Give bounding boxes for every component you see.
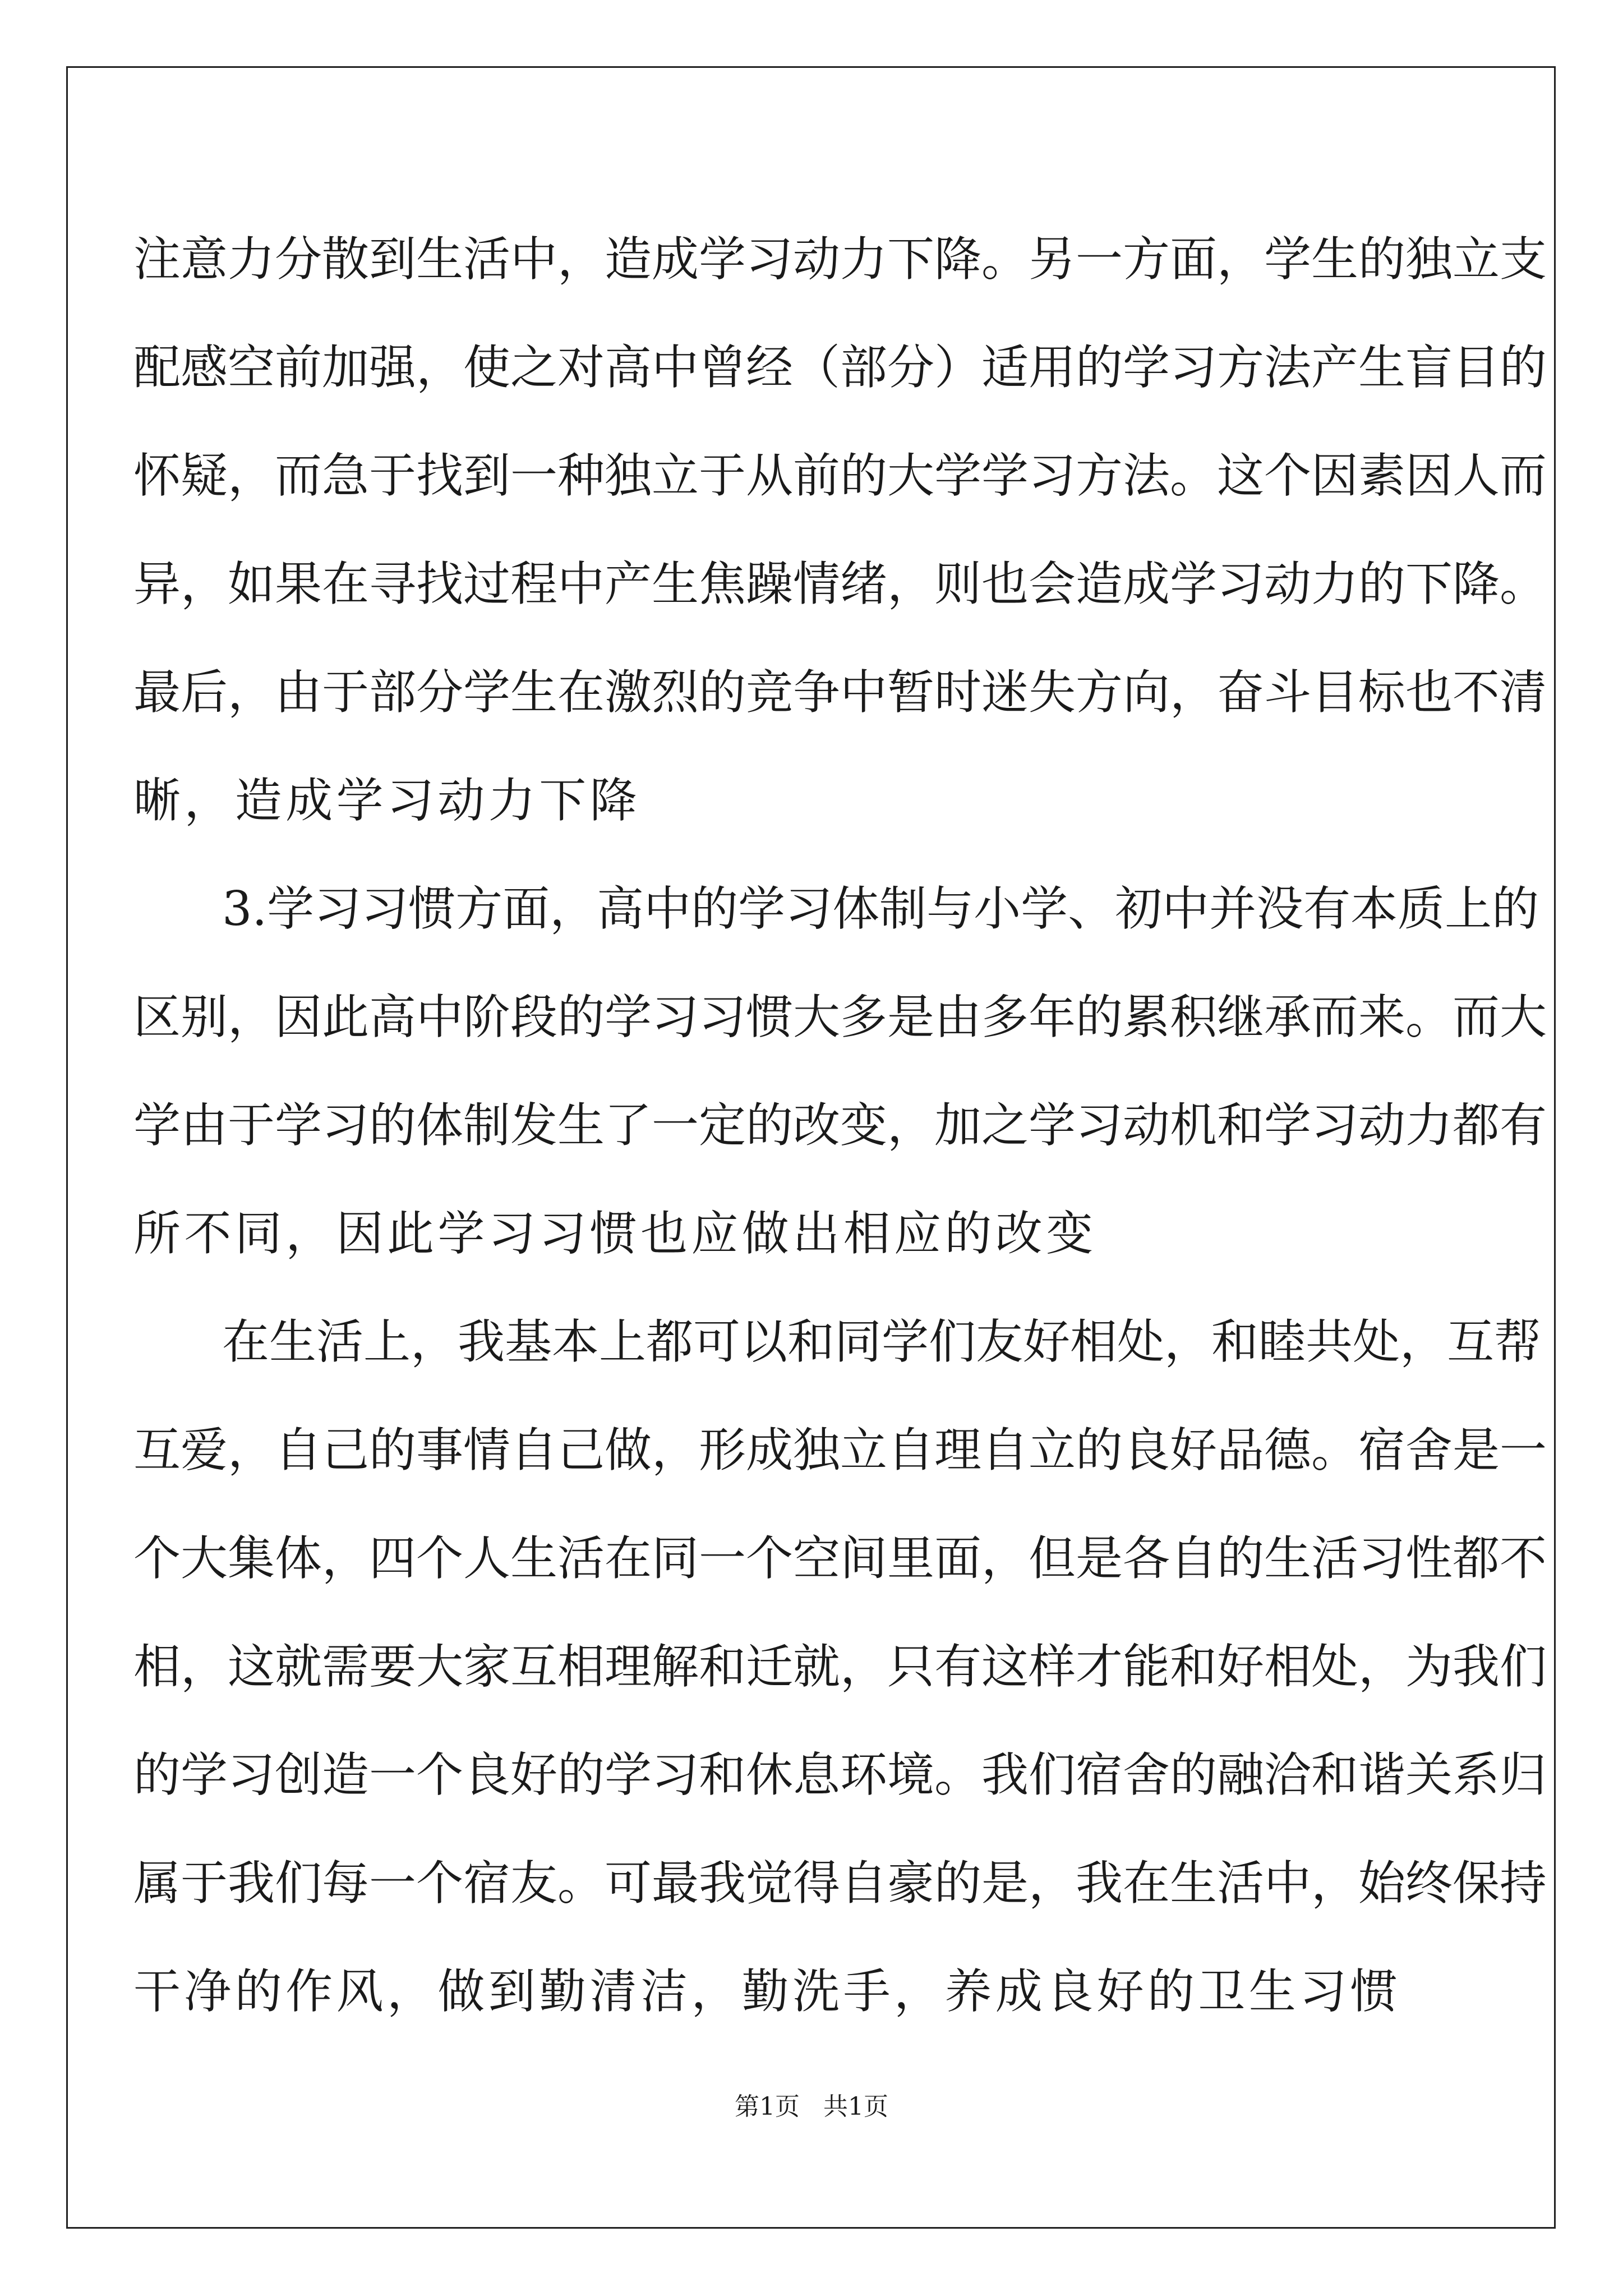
text-line: 所不同，因此学习习惯也应做出相应的改变 bbox=[133, 1206, 1097, 1261]
text-line: 学由于学习的体制发生了一定的改变，加之学习动机和学习动力都有 bbox=[133, 1098, 1547, 1153]
text-line: 配感空前加强，使之对高中曾经（部分）适用的学习方法产生盲目的 bbox=[133, 340, 1547, 395]
text-line: 区别，因此高中阶段的学习习惯大多是由多年的累积继承而来。而大 bbox=[133, 990, 1547, 1045]
text-line: 怀疑，而急于找到一种独立于从前的大学学习方法。这个因素因人而 bbox=[133, 448, 1547, 503]
text-line: 异，如果在寻找过程中产生焦躁情绪，则也会造成学习动力的下降。 bbox=[133, 556, 1547, 611]
text-line: 晰，造成学习动力下降 bbox=[133, 773, 641, 828]
text-line: 相，这就需要大家互相理解和迁就，只有这样才能和好相处，为我们 bbox=[133, 1639, 1547, 1694]
text-line: 3.学习习惯方面，高中的学习体制与小学、初中并没有本质上的 bbox=[222, 881, 1539, 936]
text-line: 注意力分散到生活中，造成学习动力下降。另一方面，学生的独立支 bbox=[133, 232, 1547, 287]
text-line: 在生活上，我基本上都可以和同学们友好相处，和睦共处，互帮 bbox=[222, 1314, 1542, 1369]
text-line: 个大集体，四个人生活在同一个空间里面，但是各自的生活习性都不 bbox=[133, 1531, 1547, 1586]
text-line: 互爱，自己的事情自己做，形成独立自理自立的良好品德。宿舍是一 bbox=[133, 1423, 1547, 1478]
text-line: 的学习创造一个良好的学习和休息环境。我们宿舍的融洽和谐关系归 bbox=[133, 1747, 1547, 1802]
page-footer: 第1页 共1页 bbox=[735, 2092, 888, 2121]
text-line: 最后，由于部分学生在激烈的竞争中暂时迷失方向，奋斗目标也不清 bbox=[133, 665, 1547, 720]
text-line: 属于我们每一个宿友。可最我觉得自豪的是，我在生活中，始终保持 bbox=[133, 1856, 1547, 1911]
text-line: 干净的作风，做到勤清洁，勤洗手，养成良好的卫生习惯 bbox=[133, 1964, 1401, 2019]
